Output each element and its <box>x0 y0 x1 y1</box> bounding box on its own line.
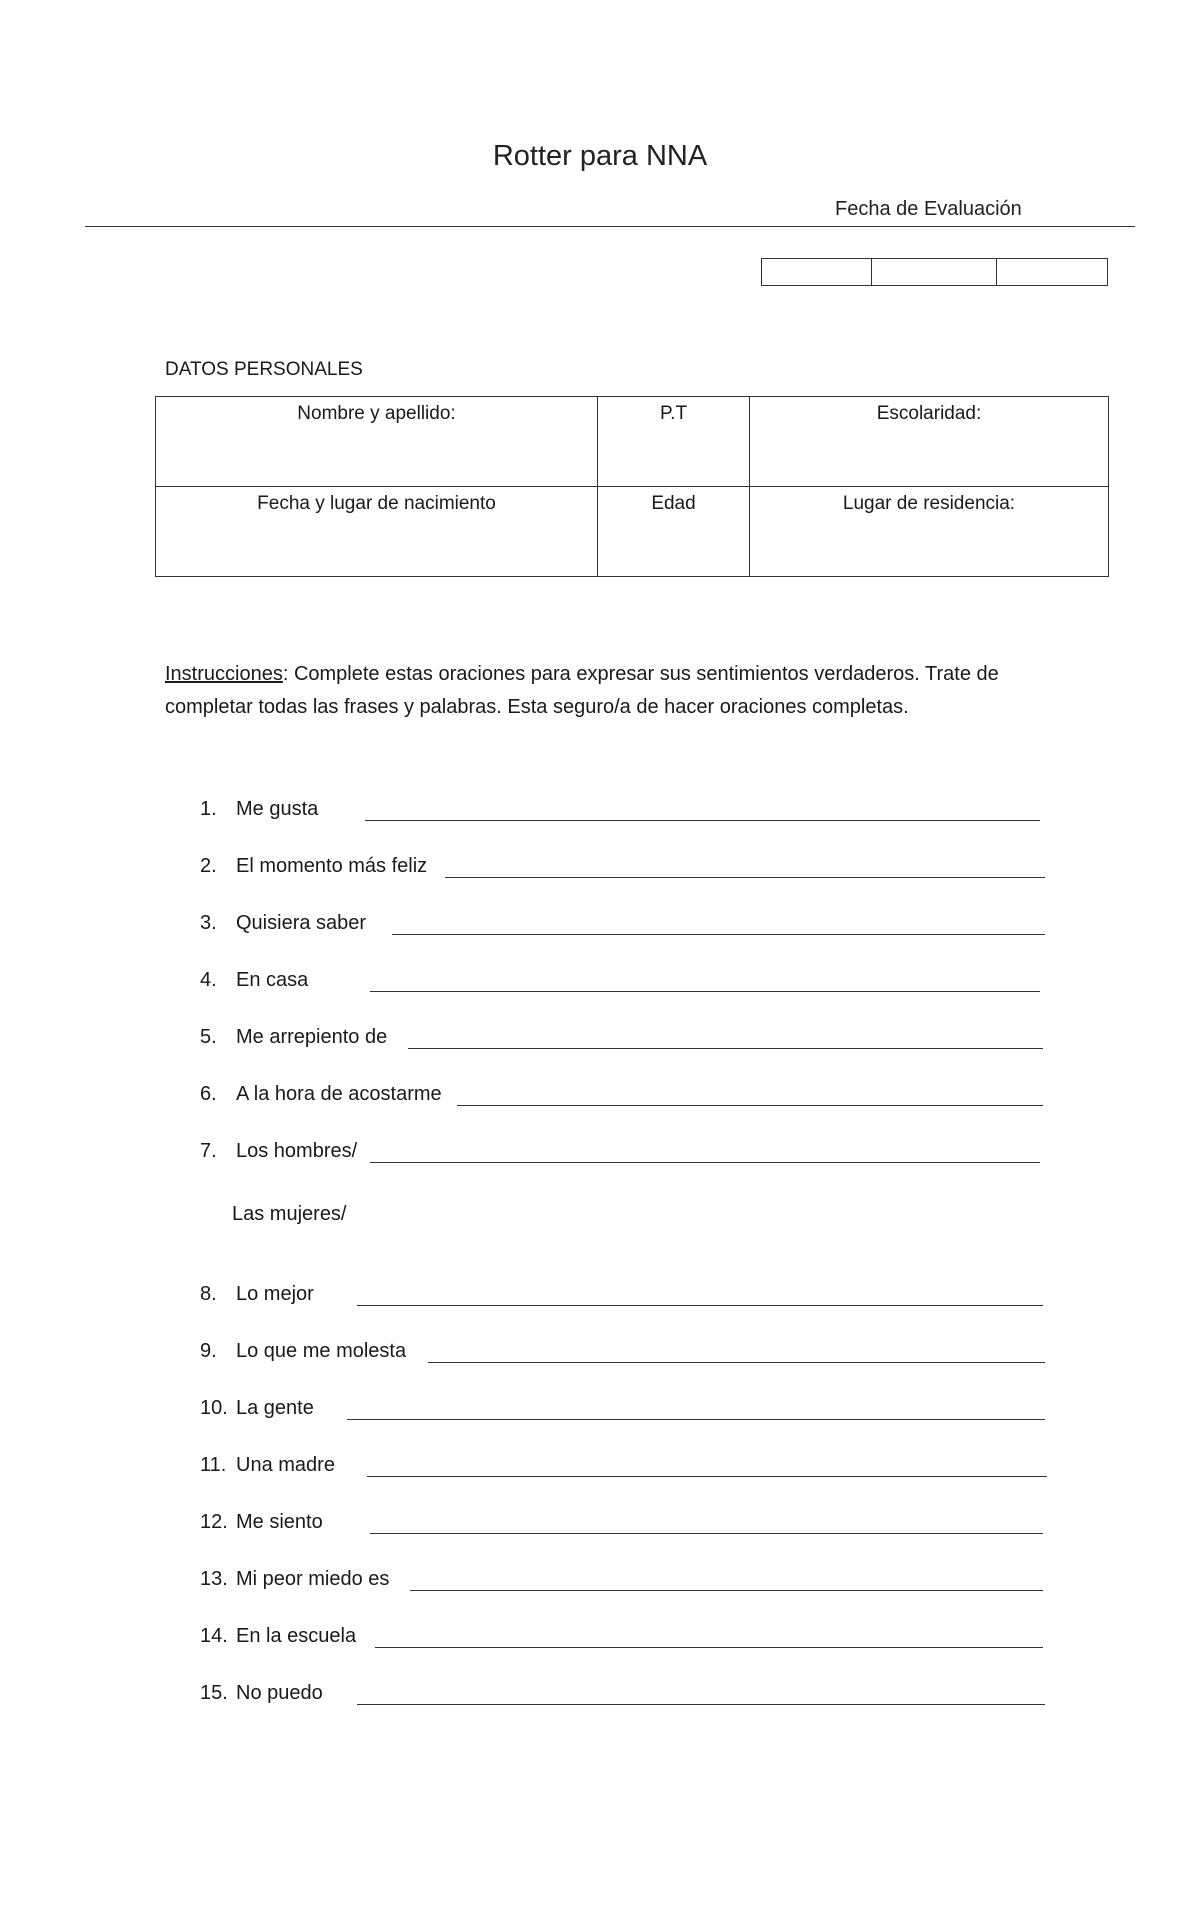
item-13: 13. Mi peor miedo es <box>200 1568 390 1590</box>
item-8: 8. Lo mejor <box>200 1283 314 1305</box>
evaluation-date-label: Fecha de Evaluación <box>835 198 1022 220</box>
pt-cell[interactable]: P.T <box>598 397 750 487</box>
item-1: 1. Me gusta <box>200 798 319 820</box>
item-7-subtext: Las mujeres/ <box>232 1203 347 1225</box>
item-10-answer-line[interactable] <box>347 1419 1045 1420</box>
header-rule <box>85 226 1135 227</box>
item-15: 15. No puedo <box>200 1682 323 1704</box>
item-11: 11. Una madre <box>200 1454 335 1476</box>
item-1-answer-line[interactable] <box>365 820 1040 821</box>
name-cell[interactable]: Nombre y apellido: <box>156 397 598 487</box>
birth-cell[interactable]: Fecha y lugar de nacimiento <box>156 487 598 577</box>
item-5: 5. Me arrepiento de <box>200 1026 388 1048</box>
item-7: 7. Los hombres/ <box>200 1140 358 1162</box>
item-4-answer-line[interactable] <box>370 991 1040 992</box>
item-3-answer-line[interactable] <box>392 934 1045 935</box>
item-11-answer-line[interactable] <box>367 1476 1047 1477</box>
evaluation-date-boxes[interactable] <box>761 258 1108 286</box>
item-10: 10. La gente <box>200 1397 314 1419</box>
item-9-answer-line[interactable] <box>428 1362 1045 1363</box>
date-year-box[interactable] <box>997 259 1106 285</box>
item-12-answer-line[interactable] <box>370 1533 1043 1534</box>
personal-data-table <box>155 396 1109 577</box>
item-3: 3. Quisiera saber <box>200 912 367 934</box>
page-title: Rotter para NNA <box>492 140 708 172</box>
item-13-answer-line[interactable] <box>410 1590 1043 1591</box>
item-9: 9. Lo que me molesta <box>200 1340 407 1362</box>
item-15-answer-line[interactable] <box>357 1704 1045 1705</box>
item-5-answer-line[interactable] <box>408 1048 1043 1049</box>
item-14-answer-line[interactable] <box>375 1647 1043 1648</box>
item-6: 6. A la hora de acostarme <box>200 1083 442 1105</box>
residence-cell[interactable]: Lugar de residencia: <box>750 487 1109 577</box>
item-2: 2. El momento más feliz <box>200 855 428 877</box>
date-month-box[interactable] <box>872 259 997 285</box>
item-2-answer-line[interactable] <box>445 877 1045 878</box>
age-cell[interactable]: Edad <box>598 487 750 577</box>
item-7-answer-line[interactable] <box>370 1162 1040 1163</box>
item-4: 4. En casa <box>200 969 309 991</box>
instructions <box>165 658 1045 724</box>
instructions-label: Instrucciones <box>165 663 283 685</box>
item-6-answer-line[interactable] <box>457 1105 1043 1106</box>
date-day-box[interactable] <box>762 259 872 285</box>
schooling-cell[interactable]: Escolaridad: <box>750 397 1109 487</box>
instructions-text: : Complete estas oraciones para expresar sus sentimientos verdaderos. Trate de completar todas las frases y palabras. Esta seguro/a de hacer oraciones completas. <box>165 663 999 718</box>
personal-data-heading: DATOS PERSONALES <box>165 359 363 380</box>
item-14: 14. En la escuela <box>200 1625 357 1647</box>
item-8-answer-line[interactable] <box>357 1305 1043 1306</box>
item-12: 12. Me siento <box>200 1511 323 1533</box>
